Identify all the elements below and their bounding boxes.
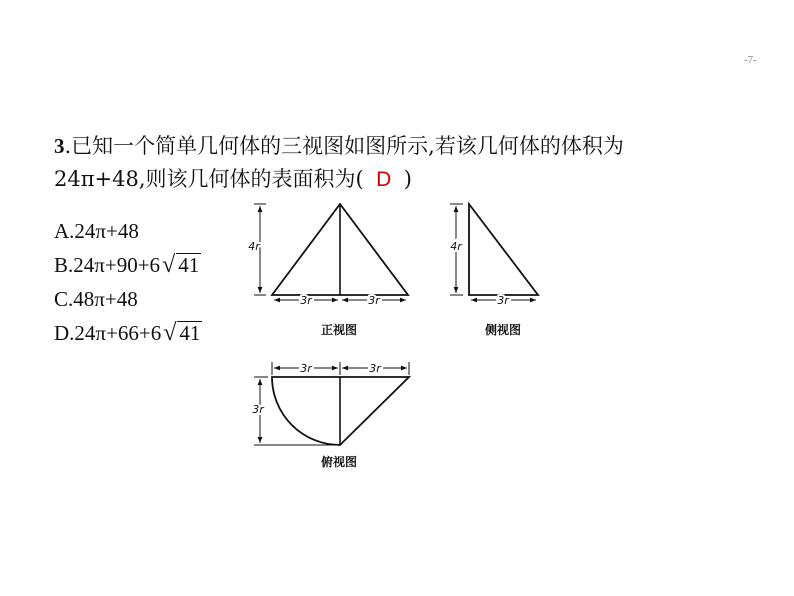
side-height-label: 4r [450,240,462,253]
front-left-label: 3r [300,294,312,307]
side-base-label: 3r [497,294,509,307]
front-height-label: 4r [248,240,260,253]
option-c-text: C.48π+48 [54,287,138,311]
side-view [450,204,538,300]
top-view-caption: 俯视图 [320,455,358,469]
option-d-text: D.24π+66+6 [54,321,162,345]
option-b-text: B.24π+90+6 [54,253,161,277]
top-height-label: 3r [252,403,264,416]
sqrt-sign-icon: √ [162,252,176,278]
sqrt-sign-icon: √ [163,320,177,346]
page-number: -7- [744,54,757,66]
side-view-caption: 侧视图 [484,323,522,337]
side-view-triangle [469,204,538,295]
question-text-1: .已知一个简单几何体的三视图如图所示,若该几何体的体积为 [64,134,624,158]
front-view-caption: 正视图 [320,323,358,337]
answer-choice: D [376,168,392,191]
front-right-label: 3r [368,294,380,307]
question-text-2: 24π+48,则该几何体的表面积为( [54,167,364,191]
closing-paren: ) [403,167,412,191]
option-b-radicand: 41 [178,253,200,277]
top-right-label: 3r [369,362,381,375]
top-view [254,362,409,445]
option-d-radicand: 41 [179,321,201,345]
top-left-label: 3r [300,362,312,375]
front-view [254,204,408,300]
question-number: 3 [54,134,65,158]
option-a-text: A.24π+48 [54,219,139,243]
